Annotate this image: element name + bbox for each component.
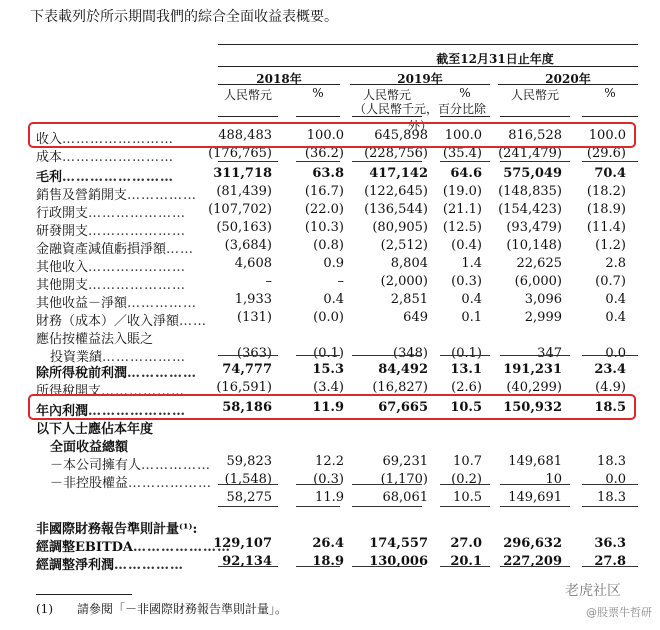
table-row (0, 472, 660, 491)
year-end-label: 截至12月31日止年度 (436, 52, 554, 66)
row-value: 649 (403, 310, 428, 325)
row-label-text: 收入 (36, 132, 63, 147)
row-value: 64.6 (450, 166, 482, 181)
row-value: (19.0) (442, 184, 482, 199)
col-header-rmb-2020: 人民幣元 (510, 88, 559, 102)
row-value: – (337, 274, 344, 289)
row-label (36, 362, 197, 381)
subtotal-rule (352, 355, 422, 356)
row-value: 1.4 (461, 256, 482, 271)
row-value: 311,718 (213, 166, 272, 181)
row-value: 13.1 (450, 362, 482, 377)
leader-dots: …………………… (62, 132, 175, 147)
year-rule-2019 (350, 84, 490, 85)
highlight-box-profit (28, 394, 636, 420)
row-value: 3,096 (524, 292, 562, 307)
row-value: (40,299) (506, 380, 562, 395)
row-label-text: 非國際財務報告準則計量⁽¹⁾: (36, 522, 198, 537)
row-label-text: 除所得稅前利潤 (36, 366, 128, 381)
leader-dots: ………………… (88, 404, 187, 419)
row-value: (6,000) (514, 274, 562, 289)
footnote-rule (36, 594, 132, 595)
subtotal-rule (582, 355, 638, 356)
watermark: 老虎社区 (565, 583, 621, 599)
row-value: 10.5 (453, 490, 482, 505)
row-label-text: 行政開支 (36, 206, 89, 221)
row-label (36, 310, 207, 329)
row-value: (3,684) (224, 238, 272, 253)
row-value: 149,681 (508, 454, 562, 469)
row-value: 69,231 (382, 454, 428, 469)
row-value: 296,632 (503, 536, 562, 551)
row-value: 15.3 (312, 362, 344, 377)
subtotal-rule (218, 355, 278, 356)
table-row (0, 554, 660, 573)
row-label (36, 418, 153, 437)
year-header-2018: 2018年 (256, 72, 302, 86)
total-rule (582, 506, 638, 507)
footnote: (1) 請參閱「－非國際財務報告準則計量」。 (36, 602, 287, 616)
row-label-text: 毛利 (36, 170, 63, 185)
row-value: (107,702) (208, 202, 272, 217)
row-value: 36.3 (594, 536, 626, 551)
col-header-rmb-2018: 人民幣元 (223, 88, 272, 102)
leader-dots: …………… (127, 296, 198, 311)
row-value: (50,163) (216, 220, 272, 235)
row-value: (0.1) (451, 346, 482, 361)
row-label (36, 536, 232, 555)
table-row (0, 256, 660, 275)
row-label (36, 518, 197, 537)
row-label (36, 328, 153, 347)
row-label-text: 其他開支 (36, 278, 89, 293)
table-row (0, 490, 660, 506)
row-value: 174,557 (369, 536, 428, 551)
subtotal-rule (218, 161, 278, 162)
subtotal-rule (440, 161, 490, 162)
leader-dots: ………………… (88, 206, 187, 221)
row-value: (29.6) (586, 146, 626, 161)
row-value: 2,851 (390, 292, 428, 307)
col-header-pct-2020: % (604, 86, 616, 100)
col-rule (296, 116, 340, 117)
row-value: 27.0 (450, 536, 482, 551)
col-rule (582, 116, 638, 117)
row-value: (228,756) (364, 146, 428, 161)
row-value: (10,148) (506, 238, 562, 253)
row-value: (80,905) (372, 220, 428, 235)
table-row (0, 184, 660, 203)
row-value: – (265, 274, 272, 289)
row-value: 0.4 (323, 292, 344, 307)
row-label-text: －本公司擁有人 (50, 458, 142, 473)
row-value: (81,439) (216, 184, 272, 199)
leader-dots: ……………… (128, 476, 213, 491)
row-value: (348) (393, 346, 428, 361)
row-label (50, 454, 211, 473)
header-rule-mid (218, 66, 638, 67)
row-value: 816,528 (508, 128, 562, 143)
row-value: (1,548) (224, 472, 272, 487)
row-value: 0.0 (605, 346, 626, 361)
row-label (36, 184, 197, 203)
row-value: 10 (545, 472, 562, 487)
row-label (36, 554, 184, 573)
leader-dots: ………………… (88, 278, 187, 293)
row-label-text: 金融資產減值虧損淨額 (36, 242, 167, 257)
row-value: 0.4 (461, 292, 482, 307)
row-value: (2,512) (380, 238, 428, 253)
row-value: (0.3) (313, 472, 344, 487)
row-value: 100.0 (306, 128, 344, 143)
row-label-text: 投資業績 (50, 350, 103, 365)
row-value: 68,061 (382, 490, 428, 505)
col-header-pct-2018: % (312, 86, 324, 100)
row-value: 26.4 (312, 536, 344, 551)
table-row (0, 436, 660, 455)
total-rule (500, 566, 570, 567)
row-value: 23.4 (594, 362, 626, 377)
row-label (36, 292, 197, 311)
row-value: 0.1 (461, 310, 482, 325)
table-row (0, 328, 660, 347)
row-value: 4,608 (234, 256, 272, 271)
row-value: 67,665 (378, 400, 428, 415)
row-value: (148,835) (498, 184, 562, 199)
row-value: 575,049 (503, 166, 562, 181)
subtotal-rule (296, 161, 340, 162)
table-row (0, 146, 660, 165)
row-value: 18.3 (597, 490, 626, 505)
row-value: (1.2) (595, 238, 626, 253)
row-value: 417,142 (369, 166, 428, 181)
table-row (0, 418, 660, 437)
subtotal-rule (582, 484, 638, 485)
row-value: (93,479) (506, 220, 562, 235)
table-row (0, 220, 660, 239)
row-value: (12.5) (442, 220, 482, 235)
table-row (0, 166, 660, 185)
row-value: 11.9 (312, 400, 344, 415)
leader-dots: …… (179, 314, 208, 329)
row-label-text: 成本 (36, 150, 63, 165)
row-value: 0.4 (605, 292, 626, 307)
row-value: 70.4 (594, 166, 626, 181)
table-row (0, 202, 660, 221)
subtotal-rule (582, 161, 638, 162)
row-value: (0.3) (451, 274, 482, 289)
row-value: (1,170) (380, 472, 428, 487)
row-value: (16,591) (216, 380, 272, 395)
row-value: 191,231 (503, 362, 562, 377)
row-value: (0.8) (313, 238, 344, 253)
row-value: (136,544) (364, 202, 428, 217)
row-value: 2.8 (605, 256, 626, 271)
row-value: (10.3) (304, 220, 344, 235)
row-label-text: 年內利潤 (36, 404, 89, 419)
row-value: 11.9 (315, 490, 344, 505)
subtotal-rule (296, 355, 340, 356)
year-rule-2018 (218, 84, 340, 85)
row-value: 0.9 (323, 256, 344, 271)
subtotal-rule (352, 161, 422, 162)
row-value: (36.2) (304, 146, 344, 161)
row-value: (0.4) (451, 238, 482, 253)
row-value: 63.8 (312, 166, 344, 181)
table-row (0, 310, 660, 329)
row-value: (154,423) (498, 202, 562, 217)
row-value: 0.4 (605, 310, 626, 325)
total-rule (440, 506, 490, 507)
row-label (36, 146, 174, 165)
row-label-text: 以下人士應佔本年度 (36, 422, 154, 437)
leader-dots: …………… (127, 188, 198, 203)
row-value: (18.9) (586, 202, 626, 217)
row-label-text: 研發開支 (36, 224, 89, 239)
total-rule (352, 566, 422, 567)
row-value: 100.0 (444, 128, 482, 143)
row-label-text: 應佔按權益法入賬之 (36, 332, 154, 347)
row-label-text: 經調整淨利潤 (36, 558, 115, 573)
row-value: 58,186 (222, 400, 272, 415)
row-label-text: 所得稅開支 (36, 384, 102, 399)
row-value: 18.9 (312, 554, 344, 569)
leader-dots: …………………… (62, 170, 175, 185)
row-value: 1,933 (234, 292, 272, 307)
row-value: 59,823 (226, 454, 272, 469)
table-row (0, 274, 660, 293)
year-header-2020: 2020年 (545, 72, 591, 86)
total-rule (218, 566, 278, 567)
row-label-text: －非控股權益 (50, 476, 129, 491)
row-value: (21.1) (442, 202, 482, 217)
row-value: (0.7) (595, 274, 626, 289)
table-row (0, 454, 660, 473)
total-rule (296, 506, 340, 507)
row-value: 74,777 (222, 362, 272, 377)
row-value: 58,275 (226, 490, 272, 505)
row-value: 129,107 (213, 536, 272, 551)
leader-dots: …………… (127, 366, 198, 381)
total-rule (582, 566, 638, 567)
row-label-text: 其他收益－淨額 (36, 296, 128, 311)
row-value: 347 (537, 346, 562, 361)
row-value: 488,483 (218, 128, 272, 143)
intro-text: 下表載列於所示期間我們的綜合全面收益表概要。 (30, 9, 338, 25)
row-value: 18.3 (597, 454, 626, 469)
row-value: 10.5 (450, 400, 482, 415)
year-rule-2020 (498, 84, 638, 85)
col-rule (440, 116, 490, 117)
row-label-text: 銷售及營銷開支 (36, 188, 128, 203)
row-value: (3.4) (313, 380, 344, 395)
row-label (50, 472, 212, 491)
row-value: (176,765) (208, 146, 272, 161)
subtotal-rule (296, 484, 340, 485)
year-header-2019: 2019年 (397, 72, 443, 86)
subtotal-rule (500, 355, 570, 356)
row-value: (2.6) (451, 380, 482, 395)
watermark-sub: @股票牛哲研 (586, 606, 652, 619)
row-label-text: 其他收入 (36, 260, 89, 275)
row-label (36, 220, 186, 239)
row-value: (0.2) (451, 472, 482, 487)
row-label-text: 經調整EBITDA (36, 540, 134, 555)
row-value: (0.0) (313, 310, 344, 325)
total-rule (352, 506, 422, 507)
row-value: 12.2 (315, 454, 344, 469)
table-row (0, 518, 660, 537)
row-value: 149,691 (508, 490, 562, 505)
leader-dots: …… (166, 242, 195, 257)
row-value: (35.4) (442, 146, 482, 161)
total-rule (218, 506, 278, 507)
row-value: (22.0) (304, 202, 344, 217)
row-value: 645,898 (374, 128, 428, 143)
row-value: (363) (237, 346, 272, 361)
leader-dots: ……………… (101, 384, 186, 399)
leader-dots: …………… (141, 458, 212, 473)
row-value: 27.8 (594, 554, 626, 569)
row-value: 227,209 (503, 554, 562, 569)
row-value: 18.5 (594, 400, 626, 415)
row-label (36, 238, 194, 257)
leader-dots: …………… (114, 558, 185, 573)
row-value: (131) (237, 310, 272, 325)
row-value: (122,645) (364, 184, 428, 199)
table-row (0, 346, 660, 365)
total-rule (296, 566, 340, 567)
subtotal-rule (500, 484, 570, 485)
row-value: 22,625 (516, 256, 562, 271)
leader-dots: ………………… (88, 260, 187, 275)
col-rule (218, 116, 278, 117)
row-value: (11.4) (586, 220, 626, 235)
header-rule-top (218, 44, 638, 45)
row-label-text: 全面收益總額 (50, 440, 129, 455)
row-label (36, 256, 186, 275)
col-rule (500, 116, 570, 117)
subtotal-rule (218, 484, 278, 485)
row-value: 130,006 (369, 554, 428, 569)
row-value: 10.7 (453, 454, 482, 469)
units-note: （人民幣千元，百分比除外） (353, 102, 486, 133)
row-value: 0.0 (605, 472, 626, 487)
row-value: 92,134 (222, 554, 272, 569)
row-value: (241,479) (498, 146, 562, 161)
row-label-text: 財務（成本）／收入淨額 (36, 314, 180, 329)
table-row (0, 362, 660, 381)
total-rule (440, 566, 490, 567)
col-header-pct-2019: % (459, 86, 471, 100)
row-value: 100.0 (588, 128, 626, 143)
row-value: 2,999 (524, 310, 562, 325)
total-rule (500, 506, 570, 507)
row-label (36, 166, 174, 185)
row-value: (18.2) (586, 184, 626, 199)
row-value: (16.7) (304, 184, 344, 199)
row-label (36, 202, 186, 221)
subtotal-rule (440, 484, 490, 485)
row-value: (0.1) (313, 346, 344, 361)
col-header-rmb-2019: 人民幣元 (362, 88, 411, 102)
row-value: 84,492 (378, 362, 428, 377)
subtotal-rule (352, 484, 422, 485)
subtotal-rule (500, 161, 570, 162)
row-value: 150,932 (503, 400, 562, 415)
row-label (36, 274, 186, 293)
row-value: (16,827) (372, 380, 428, 395)
leader-dots: ………………… (88, 224, 187, 239)
table-row (0, 536, 660, 555)
table-row (0, 238, 660, 257)
subtotal-rule (440, 355, 490, 356)
leader-dots: ………………… (133, 540, 232, 555)
highlight-box-revenue (28, 122, 636, 148)
row-label (50, 436, 128, 455)
row-value: 8,804 (390, 256, 428, 271)
leader-dots: …………………… (62, 150, 175, 165)
row-value: 20.1 (450, 554, 482, 569)
leader-dots: ……………… (102, 350, 187, 365)
row-value: (2,000) (380, 274, 428, 289)
col-rule (352, 116, 422, 117)
row-value: (4.9) (595, 380, 626, 395)
table-row (0, 292, 660, 311)
